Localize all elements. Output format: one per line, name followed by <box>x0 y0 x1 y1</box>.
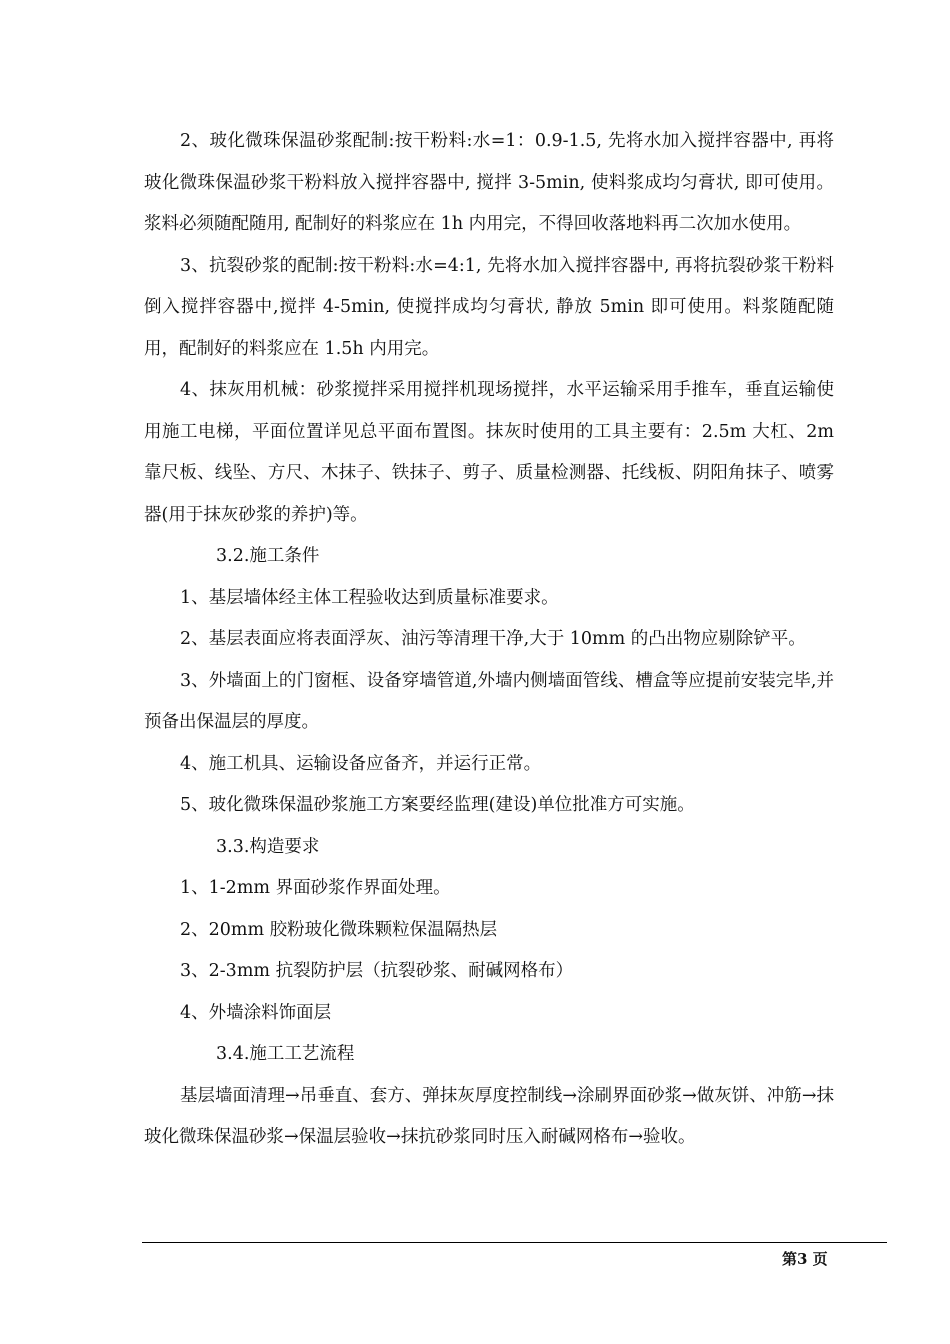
page-number: 第3 页 <box>782 1250 828 1268</box>
paragraph: 1、1-2mm 界面砂浆作界面处理。 <box>180 878 451 898</box>
footer-divider <box>142 1242 887 1243</box>
paragraph: 2、20mm 胶粉玻化微珠颗粒保温隔热层 <box>180 919 498 940</box>
section-heading: 3.3.构造要求 <box>216 836 320 857</box>
paragraph: 2、玻化微珠保温砂浆配制:按干粉料:水=1：0.9-1.5, 先将水加入搅拌容器中, 再将玻化微珠保温砂浆干粉料放入搅拌容器中, 搅拌 3-5min, 使料浆成均匀膏状, 即可使用。浆料必须随配随用, 配制好的料浆应在 1h 内用完，不得回收落地料再二次加水使用。 <box>144 131 834 234</box>
paragraph: 4、外墙涂料饰面层 <box>180 1002 332 1023</box>
section-heading: 3.2.施工条件 <box>216 546 320 566</box>
paragraph: 基层墙面清理→吊垂直、套方、弹抹灰厚度控制线→涂刷界面砂浆→做灰饼、冲筋→抹玻化微珠保温砂浆→保温层验收→抹抗砂浆同时压入耐碱网格布→验收。 <box>144 1085 834 1147</box>
paragraph: 4、抹灰用机械：砂浆搅拌采用搅拌机现场搅拌，水平运输采用手推车，垂直运输使用施工电梯，平面位置详见总平面布置图。抹灰时使用的工具主要有：2.5m 大杠、2m 靠尺板、线坠、方尺、木抹子、铁抹子、剪子、质量检测器、托线板、阴阳角抹子、喷雾器(用于抹灰砂浆的养护)等。 <box>144 380 834 525</box>
paragraph: 2、基层表面应将表面浮灰、油污等清理干净,大于 10mm 的凸出物应剔除铲平。 <box>180 629 806 649</box>
paragraph: 4、施工机具、运输设备应备齐，并运行正常。 <box>180 753 542 774</box>
paragraph: 3、2-3mm 抗裂防护层（抗裂砂浆、耐碱网格布） <box>180 961 574 981</box>
paragraph: 3、外墙面上的门窗框、设备穿墙管道,外墙内侧墙面管线、槽盒等应提前安装完毕,并预备出保温层的厚度。 <box>144 670 834 732</box>
document-body <box>144 121 834 1159</box>
paragraph: 3、抗裂砂浆的配制:按干粉料:水=4:1, 先将水加入搅拌容器中, 再将抗裂砂浆干粉料倒入搅拌容器中,搅拌 4-5min, 使搅拌成均匀膏状, 静放 5min 即可使用。料浆随配随用，配制好的料浆应在 1.5h 内用完。 <box>144 255 834 359</box>
paragraph: 5、玻化微珠保温砂浆施工方案要经监理(建设)单位批准方可实施。 <box>180 795 695 815</box>
section-heading: 3.4.施工工艺流程 <box>216 1044 355 1064</box>
paragraph: 1、基层墙体经主体工程验收达到质量标准要求。 <box>180 587 559 608</box>
